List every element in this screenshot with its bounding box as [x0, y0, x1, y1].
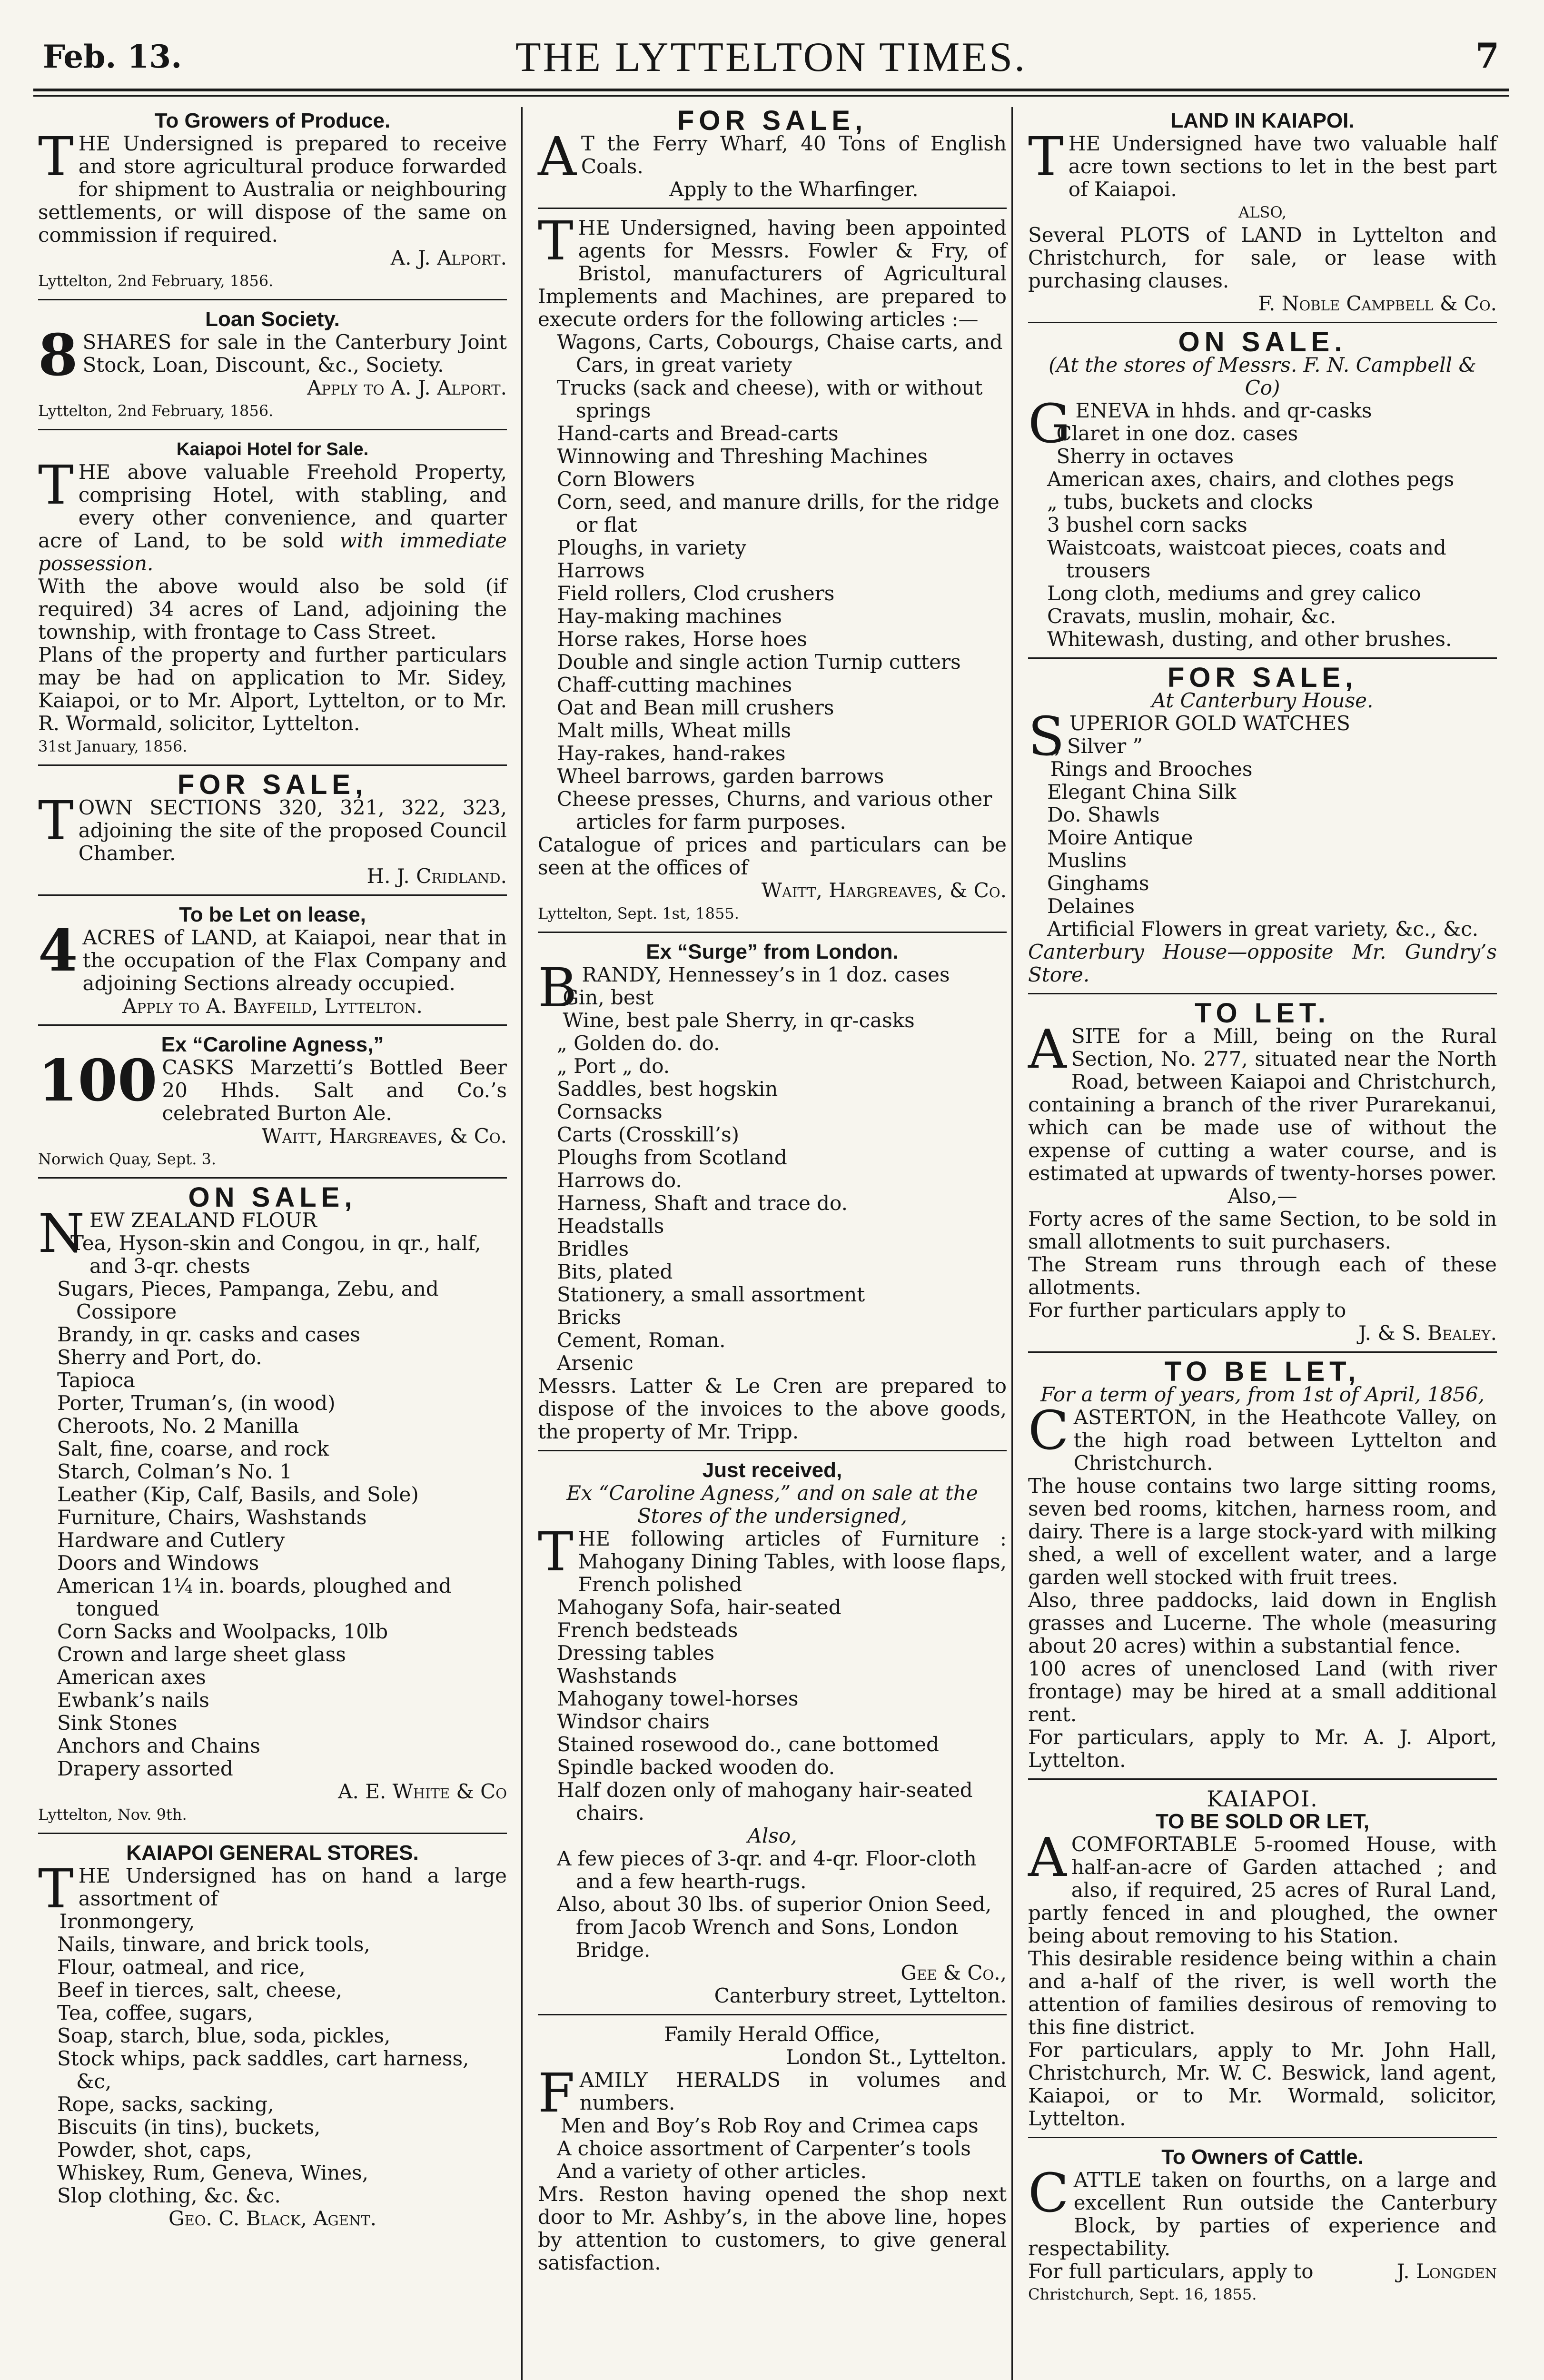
list-item: Delaines [1047, 894, 1135, 918]
ad-heading: FOR SALE, [677, 109, 868, 136]
list-item: Sherry in octaves [1056, 445, 1234, 468]
ad-land-kaiapoi: LAND IN KAIAPOI. THE Undersigned have two valuable half acre town sections to let in the best part of Kaiapoi. ALSO, Several PLOTS of LAND in Lyttelton and Christchurch, for sale, or lease with purchasing clauses. F. Noble Campbell & Co. [1028, 109, 1497, 315]
ad-on-sale-flour: ON SALE, NEW ZEALAND FLOUR Tea, Hyson-skin and Congou, in qr., half, and 3-qr. chests Sugars, Pieces, Pampanga, Zebu, and Cossipore Brandy, in qr. casks and cases Sherry and Port, do. Tapioca Porter, Truman’s, (in wood) Cheroots, No. 2 Manilla Salt, fine, coarse, and rock Starch, Colman’s No. 1 Leather (Kip, Calf, Basils, and Sole) Furniture, Chairs, Washstands Hardware and Cutlery Doors and Windows American 1¼ in. boards, ploughed and tongued Corn Sacks and Woolpacks, 10lb Crown and large sheet glass American axes Ewbank’s nails Sink Stones Anchors and Chains Drapery assorted A. E. White & Co Lyttelton, Nov. 9th. [38, 1182, 507, 1824]
list-item: Arsenic [557, 1351, 633, 1375]
ad-owners-of-cattle: To Owners of Cattle. CATTLE taken on fourths, on a large and excellent Run outside the Canterbury Block, by parties of experience and respectability. For full particulars, apply to J. Longden Christchurch, Sept. 16, 1855. [1028, 2145, 1497, 2303]
list-item: Tea, coffee, sugars, [57, 2001, 253, 2024]
list-item: Sherry and Port, do. [57, 1346, 262, 1369]
ad-heading: KAIAPOI. [1207, 1786, 1318, 1812]
list-item: Moire Antique [1047, 826, 1193, 849]
list-item: Carts (Crosskill’s) [557, 1123, 740, 1146]
list-item: Wagons, Carts, Cobourgs, Chaise carts, and Cars, in great variety [557, 330, 1003, 377]
ad-casterton: TO BE LET, For a term of years, from 1st of April, 1856, CASTERTON, in the Heathcote Valley, on the high road between Lyttelton and Christchurch. The house contains two large sitting rooms, seven bed rooms, kitchen, harness room, and dairy. There is a large stock-yard with milking shed, a well of excellent water, and a large garden well stocked with fruit trees. Also, three paddocks, laid down in English grasses and Lucerne. The whole (measuring about 20 acres) within a substantial fence. 100 acres of unenclosed Land (with river frontage) may be hired at a small additional rent. For particulars, apply to Mr. A. J. Alport, Lyttelton. [1028, 1356, 1497, 1772]
list-item: American axes [57, 1666, 206, 1689]
ad-heading: Loan Society. [205, 307, 340, 331]
list-item: Dressing tables [557, 1641, 715, 1665]
ad-agricultural-implements: THE Undersigned, having been appointed agents for Messrs. Fowler & Fry, of Bristol, manufacturers of Agricultural Implements and Machines, are prepared to execute orders for the following articles :— Wagons, Carts, Cobourgs, Chaise carts, and Cars, in great variety Trucks (sack and cheese), with or without springs Hand-carts and Bread-carts Winnowing and Threshing Machines Corn Blowers Corn, seed, and manure drills, for the ridge or flat Ploughs, in variety Harrows Field rollers, Clod crushers Hay-making machines Horse rakes, Horse hoes Double and single action Turnip cutters Chaff-cutting machines Oat and Bean mill crushers Malt mills, Wheat mills Hay-rakes, hand-rakes Wheel barrows, garden barrows Cheese presses, Churns, and various other articles for farm purposes. Catalogue of prices and particulars can be seen at the offices of Waitt, Hargreaves, & Co. Lyttelton, Sept. 1st, 1855. [538, 210, 1007, 922]
list-item: Cravats, muslin, mohair, &c. [1047, 605, 1336, 628]
ad-surge-london: Ex “Surge” from London. BRANDY, Hennessey’s in 1 doz. cases Gin, best Wine, best pale Sherry, in qr-casks „ Golden do. do. „ Port „ do. Saddles, best hogskin Cornsacks Carts (Crosskill’s) Ploughs from Scotland Harrows do. Harness, Shaft and trace do. Headstalls Bridles Bits, plated Stationery, a small assortment Bricks Cement, Roman. Arsenic Messrs. Latter & Le Cren are prepared to dispose of the invoices to the above goods, the property of Mr. Tripp. [538, 940, 1007, 1443]
list-item: Stained rosewood do., cane bottomed [557, 1733, 939, 1756]
list-item: American axes, chairs, and clothes pegs [1047, 467, 1455, 491]
list-item: Chaff-cutting machines [557, 673, 792, 696]
list-item: Cornsacks [557, 1100, 663, 1123]
ad-heading: Ex “Surge” from London. [646, 940, 899, 963]
list-item: Nails, tinware, and brick tools, [57, 1933, 370, 1956]
list-item: Beef in tierces, salt, cheese, [57, 1978, 342, 2002]
list-item: Mahogany Sofa, hair-seated [557, 1596, 841, 1619]
ad-on-sale-geneva: ON SALE. (At the stores of Messrs. F. N. Campbell & Co) GENEVA in hhds. and qr-casks Claret in one doz. cases Sherry in octaves American axes, chairs, and clothes pegs „ tubs, buckets and clocks 3 bushel corn sacks Waistcoats, waistcoat pieces, coats and trousers Long cloth, mediums and grey calico Cravats, muslin, mohair, &c. Whitewash, dusting, and other brushes. [1019, 331, 1506, 651]
list-item: 3 bushel corn sacks [1047, 513, 1247, 536]
list-item: Saddles, best hogskin [557, 1077, 778, 1101]
list-item: Cement, Roman. [557, 1329, 726, 1352]
list-item: Corn Sacks and Woolpacks, 10lb [57, 1620, 388, 1643]
list-item: Salt, fine, coarse, and rock [57, 1437, 329, 1460]
list-item: Waistcoats, waistcoat pieces, coats and trousers [1047, 536, 1446, 582]
list-item: Bricks [557, 1306, 621, 1329]
list-item: Ironmongery, [59, 1910, 195, 1933]
list-item: Also, about 30 lbs. of superior Onion Seed, from Jacob Wrench and Sons, London Bridge. [557, 1893, 992, 1962]
masthead-rule [33, 89, 1509, 91]
list-item: Malt mills, Wheat mills [557, 719, 792, 742]
list-item: Porter, Truman’s, (in wood) [57, 1391, 336, 1415]
list-item: Flour, oatmeal, and rice, [57, 1955, 306, 1979]
list-item: Horse rakes, Horse hoes [557, 627, 807, 651]
list-item: Crown and large sheet glass [57, 1643, 346, 1666]
list-item: Stock whips, pack saddles, cart harness, &c, [57, 2047, 469, 2093]
list-item: Elegant China Silk [1047, 780, 1237, 803]
list-item: Ewbank’s nails [57, 1688, 209, 1712]
list-item: Sink Stones [57, 1711, 178, 1735]
column-3 [1019, 109, 1506, 2380]
list-item: Harness, Shaft and trace do. [557, 1191, 848, 1215]
ad-heading: LAND IN KAIAPOI. [1170, 109, 1355, 132]
list-item: French bedsteads [557, 1618, 738, 1642]
list-item: Wheel barrows, garden barrows [557, 764, 884, 788]
list-item: Hand-carts and Bread-carts [557, 422, 839, 445]
list-item: Rings and Brooches [1050, 757, 1253, 781]
column-1 [29, 109, 516, 2380]
ad-kaiapoi-hotel: Kaiapoi Hotel for Sale. THE above valuable Freehold Property, comprising Hotel, with stabling, and every other convenience, and quarter acre of Land, to be sold with immediate possession. With the above would also be sold (if required) 34 acres of Land, adjoining the township, with frontage to Cass Street. Plans of the property and further particulars may be had on application to Mr. Sidey, Kaiapoi, or to Mr. Alport, Lyttelton, or to Mr. R. Wormald, solicitor, Lyttelton. 31st January, 1856. [29, 438, 516, 758]
list-item: Drapery assorted [57, 1757, 233, 1780]
list-item: Slop clothing, &c. &c. [57, 2184, 281, 2207]
ad-heading: Just received, [702, 1458, 842, 1482]
column-rule [521, 107, 523, 2380]
list-item: Whitewash, dusting, and other brushes. [1047, 627, 1452, 651]
ad-heading: Kaiapoi Hotel for Sale. [176, 439, 369, 459]
list-item: Claret in one doz. cases [1056, 422, 1298, 445]
ad-produce: To Growers of Produce. THE Undersigned is prepared to receive and store agricultural produce forwarded for shipment to Australia or neighbouring settlements, or will dispose of the same on commission if required. A. J. Alport. Lyttelton, 2nd February, 1856. [29, 109, 516, 292]
list-item: Windsor chairs [557, 1710, 710, 1733]
ad-heading: FOR SALE, [177, 769, 368, 800]
list-item: „ Silver ” [1050, 734, 1143, 758]
ad-heading: ON SALE. [1178, 327, 1347, 357]
list-item: Oat and Bean mill crushers [557, 696, 834, 719]
list-item: Hardware and Cutlery [57, 1528, 285, 1552]
list-item: Mahogany towel-horses [557, 1687, 799, 1710]
list-item: Ploughs from Scotland [557, 1146, 787, 1169]
list-item: Tea, Hyson-skin and Congou, in qr., half, and 3-qr. chests [70, 1231, 481, 1278]
list-item: Ploughs, in variety [557, 536, 746, 559]
list-item: Harrows [557, 559, 645, 582]
list-item: Anchors and Chains [57, 1734, 260, 1757]
ad-caroline-agness: Ex “Caroline Agness,” 100 CASKS Marzetti’s Bottled Beer 20 Hhds. Salt and Co.’s celebrated Burton Ale. Waitt, Hargreaves, & Co. Norwich Quay, Sept. 3. [38, 1033, 507, 1168]
column-2 [528, 109, 1016, 2380]
list-item: Spindle backed wooden do. [557, 1755, 835, 1779]
ad-heading: To be Let on lease, [179, 903, 366, 926]
list-item: Do. Shawls [1047, 803, 1160, 826]
list-item: Wine, best pale Sherry, in qr-casks [563, 1009, 915, 1032]
ad-signature: A. J. Alport. [390, 246, 507, 269]
list-item: Biscuits (in tins), buckets, [57, 2115, 321, 2139]
ad-kaiapoi-general-stores: KAIAPOI GENERAL STORES. THE Undersigned has on hand a large assortment of Ironmongery, Nails, tinware, and brick tools, Flour, oatmeal, and rice, Beef in tierces, salt, cheese, Tea, coffee, sugars, Soap, starch, blue, soda, pickles, Stock whips, pack saddles, cart harness, &c, Rope, sacks, sacking, Biscuits (in tins), buckets, Powder, shot, caps, Whiskey, Rum, Geneva, Wines, Slop clothing, &c. &c. Geo. C. Black, Agent. [38, 1841, 507, 2230]
list-item: A choice assortment of Carpenter’s tools [557, 2137, 971, 2160]
list-item: „ Golden do. do. [557, 1031, 720, 1055]
list-item: Rope, sacks, sacking, [57, 2092, 274, 2116]
ad-family-herald: Family Herald Office, London St., Lyttelton. FAMILY HERALDS in volumes and numbers. Men and Boy’s Rob Roy and Crimea caps A choice assortment of Carpenter’s tools And a variety of other articles. Mrs. Reston having opened the shop next door to Mr. Ashby’s, in the above line, hopes by attention to customers, to give general satisfaction. [538, 2023, 1007, 2274]
list-item: Ginghams [1047, 872, 1149, 895]
ad-heading: TO BE LET, [1164, 1356, 1361, 1387]
list-item: Artificial Flowers in great variety, &c., &c. [1047, 917, 1479, 941]
list-item: Starch, Colman’s No. 1 [57, 1460, 292, 1483]
list-item: And a variety of other articles. [557, 2160, 867, 2183]
list-item: Corn, seed, and manure drills, for the ridge or flat [557, 490, 1000, 536]
list-item: Corn Blowers [557, 467, 695, 491]
list-item: Gin, best [563, 986, 654, 1009]
ad-town-sections: FOR SALE, TOWN SECTIONS 320, 321, 322, 323, adjoining the site of the proposed Council Chamber. H. J. Cridland. [38, 769, 507, 888]
list-item: A few pieces of 3-qr. and 4-qr. Floor-cloth and a few hearth-rugs. [557, 1847, 977, 1893]
newspaper-title: THE LYTTELTON TIMES. [515, 34, 1027, 80]
list-item: Stationery, a small assortment [557, 1283, 865, 1306]
list-item: Doors and Windows [57, 1551, 259, 1575]
list-item: Harrows do. [557, 1169, 682, 1192]
list-item: Leather (Kip, Calf, Basils, and Sole) [57, 1483, 419, 1506]
ad-date: Lyttelton, 2nd February, 1856. [38, 272, 274, 290]
masthead-rule-thin [33, 95, 1509, 97]
list-item: Double and single action Turnip cutters [557, 650, 961, 674]
list-item: Tapioca [57, 1368, 135, 1392]
ad-loan-society: Loan Society. 8 SHARES for sale in the Canterbury Joint Stock, Loan, Discount, &c., Society. Apply to A. J. Alport. Lyttelton, 2nd February, 1856. [38, 307, 507, 420]
list-item: Powder, shot, caps, [57, 2138, 252, 2162]
ad-acres-lease: To be Let on lease, 4 ACRES of LAND, at Kaiapoi, near that in the occupation of the Flax Company and adjoining Sections already occupied. Apply to A. Bayfeild, Lyttelton. [38, 903, 507, 1018]
list-item: Muslins [1047, 849, 1127, 872]
ad-heading: Ex “Caroline Agness,” [161, 1033, 384, 1056]
list-item: Hay-rakes, hand-rakes [557, 742, 786, 765]
ad-heading: To Growers of Produce. [154, 109, 391, 132]
page-number: 7 [1475, 35, 1499, 76]
ad-kaiapoi-house: KAIAPOI. TO BE SOLD OR LET, ACOMFORTABLE 5-roomed House, with half-an-acre of Garden attached ; and also, if required, 25 acres of Rural Land, partly fenced in and ploughed, the owner being about removing to his Station. This desirable residence being within a chain and a-half of the river, is well worth the attention of families desirous of removing to this fine district. For particulars, apply to Mr. John Hall, Christchurch, Mr. W. C. Beswick, land agent, Kaiapoi, or to Mr. Wormald, solicitor, Lyttelton. [1028, 1786, 1497, 2130]
list-item: „ Port „ do. [557, 1054, 670, 1078]
ad-heading: FOR SALE, [1167, 662, 1358, 693]
list-item: Half dozen only of mahogany hair-seated chairs. [557, 1778, 973, 1825]
list-item: Soap, starch, blue, soda, pickles, [57, 2024, 391, 2047]
list-item: „ tubs, buckets and clocks [1047, 490, 1313, 514]
list-item: Sugars, Pieces, Pampanga, Zebu, and Cossipore [57, 1277, 439, 1323]
ad-heading: KAIAPOI GENERAL STORES. [126, 1841, 419, 1864]
list-item: Whiskey, Rum, Geneva, Wines, [57, 2161, 369, 2184]
list-item: American 1¼ in. boards, ploughed and tongued [57, 1574, 452, 1620]
list-item: Bridles [557, 1237, 629, 1260]
issue-date: Feb. 13. [43, 38, 182, 75]
ad-heading: TO LET. [1195, 998, 1330, 1029]
list-item: Hay-making machines [557, 605, 782, 628]
ad-just-received: Just received, Ex “Caroline Agness,” and on sale at the Stores of the undersigned, THE following articles of Furniture : Mahogany Dining Tables, with loose flaps, French polished Mahogany Sofa, hair-seated French bedsteads Dressing tables Washstands Mahogany towel-horses Windsor chairs Stained rosewood do., cane bottomed Spindle backed wooden do. Half dozen only of mahogany hair-seated chairs. Also, A few pieces of 3-qr. and 4-qr. Floor-cloth and a few hearth-rugs. Also, about 30 lbs. of superior Onion Seed, from Jacob Wrench and Sons, London Bridge. Gee & Co., Canterbury street, Lyttelton. [538, 1458, 1007, 2007]
list-item: Cheese presses, Churns, and various other articles for farm purposes. [557, 787, 992, 833]
ad-gold-watches: FOR SALE, At Canterbury House. SUPERIOR GOLD WATCHES „ Silver ” Rings and Brooches Elegant China Silk Do. Shawls Moire Antique Muslins Ginghams Delaines Artificial Flowers in great variety, &c., &c. Canterbury House—opposite Mr. Gundry’s Store. [1028, 662, 1497, 986]
list-item: Men and Boy’s Rob Roy and Crimea caps [560, 2114, 979, 2137]
list-item: Trucks (sack and cheese), with or without springs [557, 376, 983, 422]
list-item: Furniture, Chairs, Washstands [57, 1506, 367, 1529]
ad-coals: FOR SALE, A T the Ferry Wharf, 40 Tons of English Coals. Apply to the Wharfinger. [538, 109, 1007, 201]
list-item: Brandy, in qr. casks and cases [57, 1323, 360, 1346]
list-item: Bits, plated [557, 1260, 673, 1283]
ad-heading: ON SALE, [188, 1182, 357, 1213]
ad-heading: To Owners of Cattle. [1161, 2145, 1364, 2169]
masthead [33, 29, 1509, 86]
list-item: Cheroots, No. 2 Manilla [57, 1414, 299, 1438]
list-item: Long cloth, mediums and grey calico [1047, 582, 1421, 605]
list-item: Washstands [557, 1664, 677, 1687]
ad-mill-site: TO LET. ASITE for a Mill, being on the Rural Section, No. 277, situated near the North Road, between Kaiapoi and Christchurch, containing a branch of the river Purarekanui, which can be made use of without the expense of cutting a water course, and is estimated at upwards of twenty-horses power. Also,— Forty acres of the same Section, to be sold in small allotments to suit purchasers. The Stream runs through each of these allotments. For further particulars apply to J. & S. Bealey. [1028, 998, 1497, 1345]
list-item: Winnowing and Threshing Machines [557, 445, 928, 468]
list-item: Field rollers, Clod crushers [557, 582, 835, 605]
list-item: Headstalls [557, 1214, 664, 1238]
